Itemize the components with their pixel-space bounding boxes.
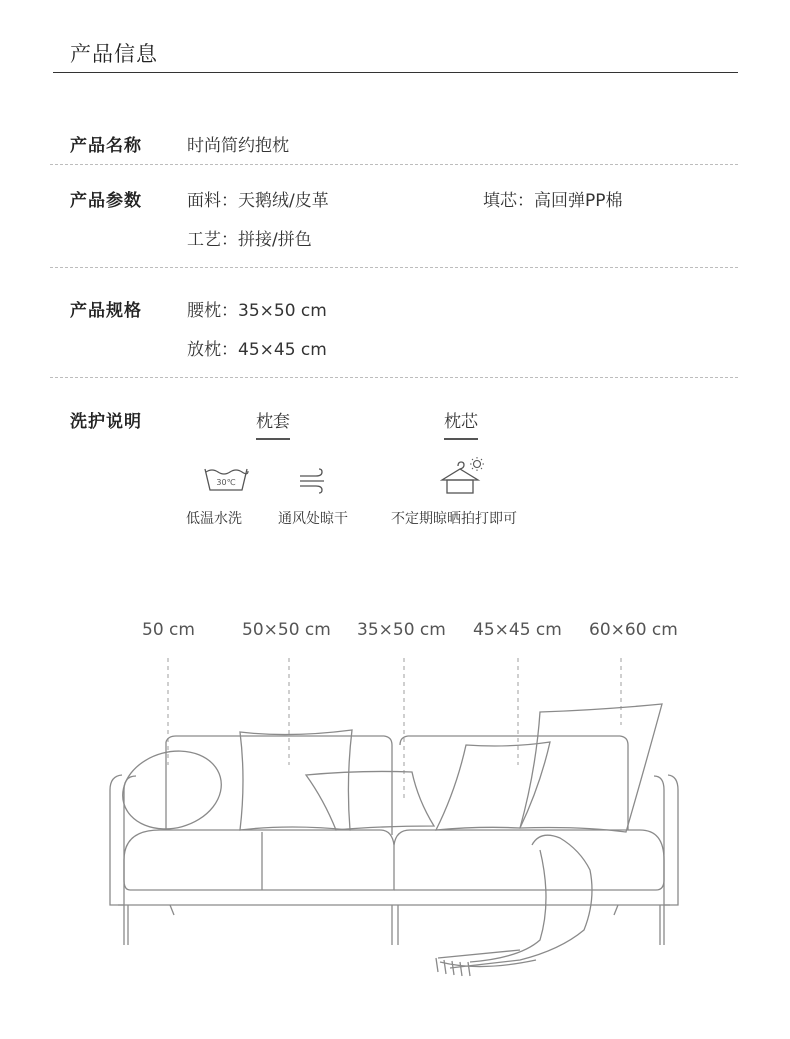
wind-dry-icon xyxy=(298,468,328,494)
care-text-air-dry: 通风处晾干 xyxy=(278,511,348,527)
wash-temp-badge: 30℃ xyxy=(216,478,236,487)
wash-30-icon xyxy=(203,466,249,494)
waist-pillow-size: 腰枕：35×50 cm xyxy=(187,301,327,321)
fabric-value: 面料：天鹅绒/皮革 xyxy=(187,191,329,211)
tab-pillow-cover: 枕套 xyxy=(256,407,290,440)
square-pillow-size: 放枕：45×45 cm xyxy=(187,340,327,360)
tab-pillow-core: 枕芯 xyxy=(444,407,478,440)
size-label-round: 50 cm xyxy=(142,620,195,640)
size-label-50x50: 50×50 cm xyxy=(242,620,331,640)
care-text-wash: 低温水洗 xyxy=(186,511,242,527)
sofa-illustration xyxy=(0,650,790,980)
row-label-spec: 产品规格 xyxy=(70,301,142,321)
section-title: 产品信息 xyxy=(70,42,158,66)
size-label-45x45: 45×45 cm xyxy=(473,620,562,640)
hanger-sun-icon xyxy=(440,456,488,496)
row-divider xyxy=(50,164,738,165)
title-divider xyxy=(53,72,738,73)
filling-value: 填芯：高回弹PP棉 xyxy=(483,191,623,211)
row-divider xyxy=(50,267,738,268)
row-label-name: 产品名称 xyxy=(70,136,142,156)
size-label-60x60: 60×60 cm xyxy=(589,620,678,640)
row-label-care: 洗护说明 xyxy=(70,412,142,432)
care-text-sun-dry: 不定期晾晒拍打即可 xyxy=(391,511,517,527)
row-divider xyxy=(50,377,738,378)
craft-value: 工艺：拼接/拼色 xyxy=(187,230,312,250)
size-label-35x50: 35×50 cm xyxy=(357,620,446,640)
product-name-value: 时尚简约抱枕 xyxy=(187,136,289,156)
row-label-params: 产品参数 xyxy=(70,191,142,211)
